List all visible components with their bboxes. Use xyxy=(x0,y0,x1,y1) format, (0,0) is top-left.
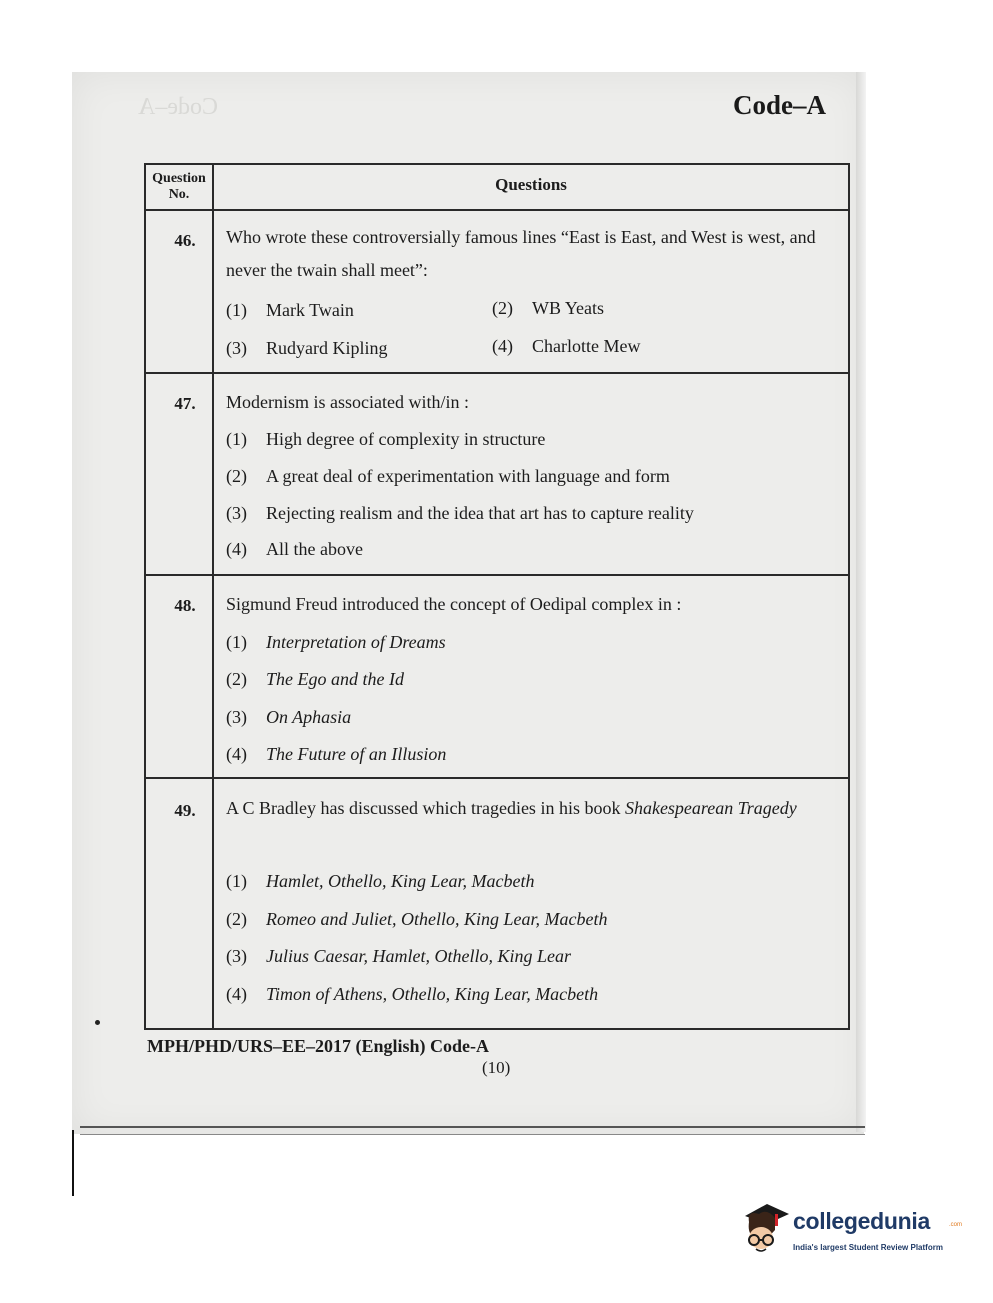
option-1: (1) Hamlet, Othello, King Lear, Macbeth xyxy=(226,871,535,891)
option-4: (4) The Future of an Illusion xyxy=(226,744,447,764)
option-1: (1) Interpretation of Dreams xyxy=(226,632,446,652)
option-1: (1) Mark Twain xyxy=(226,300,354,320)
paper-code: Code–A xyxy=(733,90,826,120)
question-number: 47. xyxy=(174,394,196,413)
option-3: (3) Julius Caesar, Hamlet, Othello, King Lear xyxy=(226,946,571,966)
student-mascot-icon xyxy=(737,1200,791,1260)
column-header-questions: Questions xyxy=(495,175,567,194)
option-1: (1) High degree of complexity in structure xyxy=(226,429,546,449)
bleed-through-code: Code–A xyxy=(138,94,218,120)
option-4: (4) All the above xyxy=(226,539,363,559)
row-divider xyxy=(146,777,848,779)
column-header-question-no: Question No. xyxy=(152,171,206,202)
column-divider xyxy=(212,165,214,1028)
row-divider xyxy=(146,372,848,374)
question-number: 48. xyxy=(174,596,196,615)
option-2: (2) WB Yeats xyxy=(492,298,605,318)
option-2: (2) Romeo and Juliet, Othello, King Lear, Macbeth xyxy=(226,909,608,929)
question-number: 49. xyxy=(174,801,196,820)
page-bottom-edge xyxy=(80,1126,865,1128)
question-text: A C Bradley has discussed which tragedies in his book Shakespearean Tragedy xyxy=(226,798,797,818)
collegedunia-logo xyxy=(737,1200,963,1260)
question-text: Modernism is associated with/in : xyxy=(226,392,469,412)
exam-footer: MPH/PHD/URS–EE–2017 (English) Code-A xyxy=(147,1036,490,1056)
question-text: Who wrote these controversially famous lines “East is East, and West is west, and never the twain shall meet”: xyxy=(226,227,816,280)
option-3: (3) Rejecting realism and the idea that art has to capture reality xyxy=(226,503,694,523)
question-text: Sigmund Freud introduced the concept of Oedipal complex in : xyxy=(226,594,682,614)
option-4: (4) Timon of Athens, Othello, King Lear, Macbeth xyxy=(226,984,599,1004)
option-2: (2) A great deal of experimentation with language and form xyxy=(226,466,670,486)
logo-wordmark: collegedunia xyxy=(793,1208,930,1234)
option-3: (3) Rudyard Kipling xyxy=(226,338,388,358)
scan-speck xyxy=(95,1020,100,1025)
option-3: (3) On Aphasia xyxy=(226,707,352,727)
option-2: (2) The Ego and the Id xyxy=(226,669,404,689)
option-4: (4) Charlotte Mew xyxy=(492,336,641,356)
question-number: 46. xyxy=(174,231,196,250)
row-divider xyxy=(146,574,848,576)
scan-edge-line xyxy=(72,1130,74,1196)
logo-suffix: .com xyxy=(949,1222,963,1228)
logo-tagline: India's largest Student Review Platform xyxy=(793,1243,943,1252)
header-divider xyxy=(146,209,848,211)
page-bottom-edge-2 xyxy=(80,1134,865,1135)
page-number: (10) xyxy=(482,1058,511,1077)
questions-table xyxy=(144,163,850,1030)
page-edge-shadow xyxy=(856,72,866,1132)
